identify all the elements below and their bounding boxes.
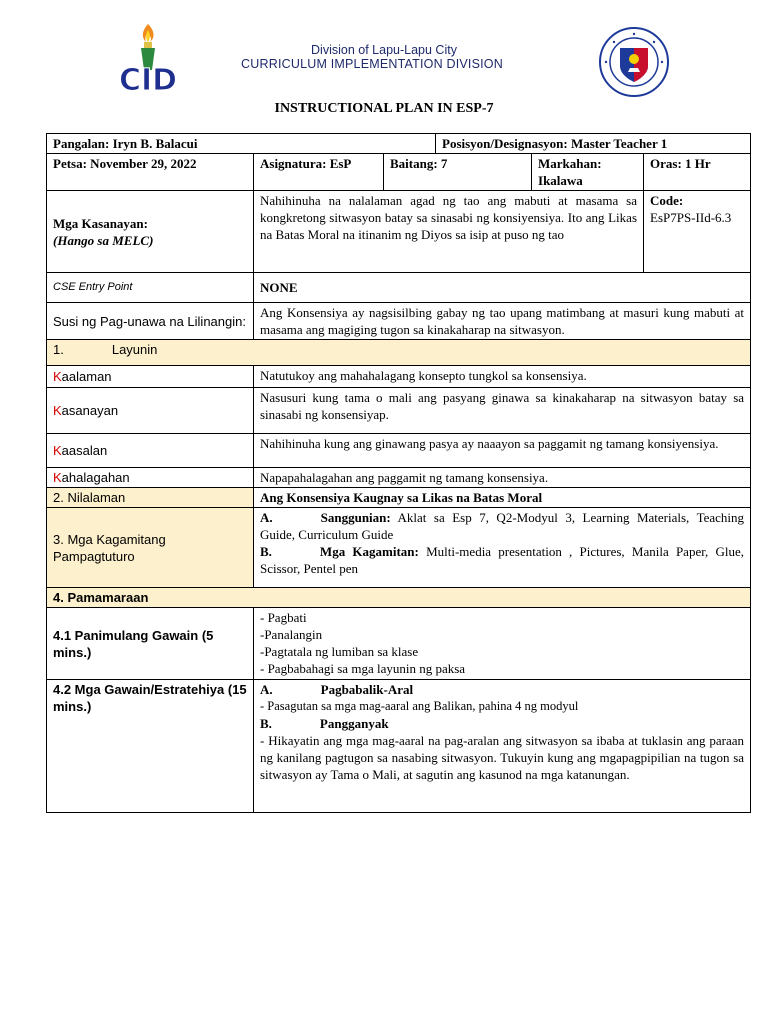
kagamitan-a-letter: A. — [260, 510, 273, 525]
panimula-label: 4.1 Panimulang Gawain (5 mins.) — [47, 608, 254, 680]
kasanayan-sublabel: (Hango sa MELC) — [53, 232, 154, 248]
kasanayan-rest: asanayan — [61, 403, 119, 418]
kaalaman-rest: aalaman — [61, 369, 112, 384]
kagamitan-content — [254, 508, 751, 588]
code-cell — [644, 191, 751, 273]
quarter — [532, 154, 644, 191]
kagamitan-a-title: Sanggunian: — [320, 510, 391, 525]
code-value: EsP7PS-IId-6.3 — [650, 210, 732, 225]
kahalagahan-label — [47, 468, 254, 488]
grade-level: Baitang: 7 — [384, 154, 532, 191]
pamamaraan-header: 4. Pamamaraan — [47, 588, 751, 608]
kasanayan-text: Nahihinuha na nalalaman agad ng tao ang mabuti at masama sa kongkretong sitwasyon batay sa sinasabi ng konsiyensiya. Ito ang Likas na Batas Moral na itinanim ng Diyos sa isip at puso ng tao — [254, 191, 644, 273]
cse-value: NONE — [254, 273, 751, 303]
layunin-number: 1. — [53, 342, 64, 357]
gawain-label: 4.2 Mga Gawain/Estratehiya (15 mins.) — [47, 680, 254, 813]
layunin-header — [47, 340, 751, 366]
row-gawain — [47, 680, 751, 813]
cse-label: CSE Entry Point — [47, 273, 254, 303]
row-kaasalan — [47, 434, 751, 468]
kaalaman-label — [47, 366, 254, 388]
instructional-plan-table — [46, 133, 751, 813]
document-title: INSTRUCTIONAL PLAN IN ESP-7 — [274, 101, 494, 116]
quarter-value: Ikalawa — [538, 173, 583, 188]
row-details — [47, 154, 751, 191]
row-susi — [47, 303, 751, 340]
kahalagahan-initial: K — [53, 470, 62, 485]
kasanayan-objective-label — [47, 388, 254, 434]
kaasalan-text: Nahihinuha kung ang ginawang pasya ay naaayon sa paggamit ng tamang konsiyensiya. — [254, 434, 751, 468]
kasanayan-label-cell — [47, 191, 254, 273]
teacher-name: Pangalan: Iryn B. Balacui — [47, 134, 436, 154]
page-header — [0, 0, 768, 100]
row-kaalaman — [47, 366, 751, 388]
nilalaman-text: Ang Konsensiya Kaugnay sa Likas na Batas Moral — [254, 488, 751, 508]
row-nilalaman — [47, 488, 751, 508]
deped-seal-logo — [598, 26, 670, 98]
teacher-position: Posisyon/Designasyon: Master Teacher 1 — [436, 134, 751, 154]
kaasalan-initial: K — [53, 443, 62, 458]
row-panimula — [47, 608, 751, 680]
panimula-item: -Pagtatala ng lumiban sa klase — [260, 644, 419, 659]
quarter-label: Markahan: — [538, 156, 602, 171]
gawain-a-title: Pagbabalik-Aral — [320, 682, 414, 697]
kaalaman-text: Natutukoy ang mahahalagang konsepto tungkol sa konsensiya. — [254, 366, 751, 388]
kaasalan-rest: aasalan — [61, 443, 108, 458]
kahalagahan-rest: ahalagahan — [61, 470, 130, 485]
nilalaman-label: 2. Nilalaman — [47, 488, 254, 508]
row-kagamitan — [47, 508, 751, 588]
kasanayan-label: Mga Kasanayan: — [53, 215, 148, 231]
panimula-item: - Pagbati — [260, 610, 307, 625]
kagamitan-b-title: Mga Kagamitan: — [319, 544, 419, 559]
panimula-item: -Panalangin — [260, 627, 323, 642]
layunin-label: Layunin — [111, 342, 158, 357]
gawain-b-letter: B. — [260, 716, 272, 731]
panimula-item: - Pagbabahagi sa mga layunin ng paksa — [260, 661, 466, 676]
svg-text:CID: CID — [118, 63, 178, 94]
kagamitan-a-text: Aklat sa Esp 7, Q2-Modyul 3, Learning Materials, Teaching Guide, Curriculum Guide — [260, 510, 745, 542]
kagamitan-label: 3. Mga Kagamitang Pampagtuturo — [47, 508, 254, 588]
division-name: Division of Lapu-Lapu City — [311, 43, 457, 57]
kahalagahan-text: Napapahalagahan ang paggamit ng tamang konsensiya. — [254, 468, 751, 488]
row-kasanayan-objective — [47, 388, 751, 434]
gawain-a-letter: A. — [260, 682, 273, 697]
row-kasanayan — [47, 191, 751, 273]
date: Petsa: November 29, 2022 — [47, 154, 254, 191]
kagamitan-b-text: Multi-media presentation , Pictures, Manila Paper, Glue, Scissor, Pentel pen — [260, 544, 745, 576]
kaalaman-initial: K — [53, 369, 62, 384]
panimula-list — [254, 608, 751, 680]
subject: Asignatura: EsP — [254, 154, 384, 191]
time-allotment: Oras: 1 Hr — [644, 154, 751, 191]
susi-text: Ang Konsensiya ay nagsisilbing gabay ng tao upang matimbang at masuri kung mabuti at masama ang magiging tugon sa kinakaharap na sitwasyon. — [254, 303, 751, 340]
kasanayan-objective-text: Nasusuri kung tama o mali ang pasyang ginawa sa kinakaharap na sitwasyon batay sa sinasabi ng konsensiyap. — [254, 388, 751, 434]
row-layunin — [47, 340, 751, 366]
gawain-a-text: - Pasagutan sa mga mag-aaral ang Balikan, pahina 4 ng modyul — [260, 699, 579, 713]
row-name-position — [47, 134, 751, 154]
row-cse — [47, 273, 751, 303]
code-label: Code: — [650, 193, 684, 208]
kaasalan-label — [47, 434, 254, 468]
row-pamamaraan — [47, 588, 751, 608]
gawain-b-text: - Hikayatin ang mga mag-aaral na pag-aralan ang sitwasyon sa ibaba at tuklasin ang paraan ng kanilang pagtugon sa nasabing sitwasyon. Tukuyin kung ang mgapagpipilian na tugon sa sitwasyon ay Tama o Mali, at sagutin ang kasunod na mga katanungan. — [260, 733, 745, 782]
kagamitan-b-letter: B. — [260, 544, 272, 559]
susi-label: Susi ng Pag-unawa na Lilinangin: — [47, 303, 254, 340]
row-kahalagahan — [47, 468, 751, 488]
gawain-b-title: Pangganyak — [319, 716, 389, 731]
kasanayan-initial: K — [53, 403, 62, 418]
gawain-content — [254, 680, 751, 813]
cid-title: CURRICULUM IMPLEMENTATION DIVISION — [241, 57, 503, 71]
